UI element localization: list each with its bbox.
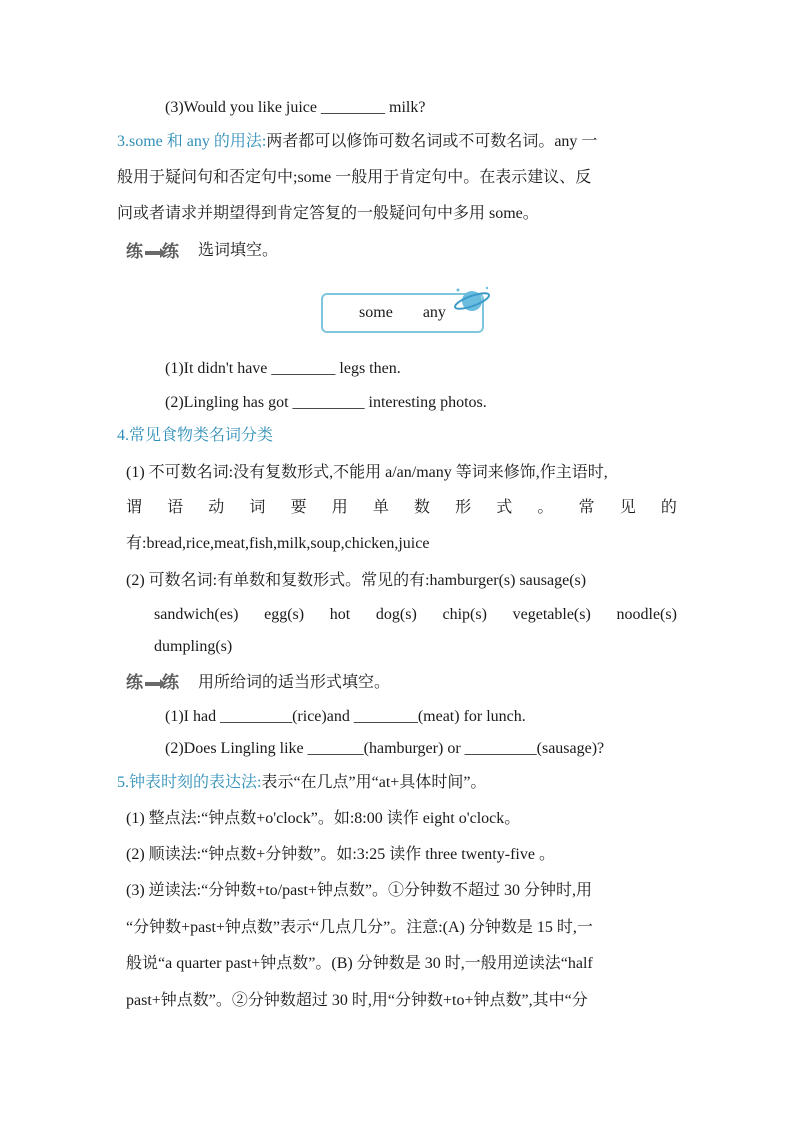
section4-p2-line2: sandwich(es) egg(s) hot dog(s) chip(s) vegetable(s) noodle(s)	[154, 606, 677, 623]
section5-p1: (1) 整点法:“钟点数+o'clock”。如:8:00 读作 eight o'clock。	[126, 810, 521, 827]
section5-p3-line3: 般说“a quarter past+钟点数”。(B) 分钟数是 30 时,一般用逆读法“half	[126, 955, 593, 972]
section5-intro: 表示“在几点”用“at+具体时间”。	[261, 774, 487, 791]
section3-text-1: 两者都可以修饰可数名词或不可数名词。any 一	[266, 133, 598, 150]
section3-text-2: 般用于疑问句和否定句中;some 一般用于肯定句中。在表示建议、反	[117, 169, 592, 186]
section4-p1-line2: 谓 语 动 词 要 用 单 数 形 式 。 常 见 的	[126, 499, 677, 516]
practice-badge: 练 练	[126, 242, 180, 261]
exercise4-q2: (2)Does Lingling like _______(hamburger) or _________(sausage)?	[165, 740, 605, 757]
practice-instruction-1: 选词填空。	[198, 242, 279, 259]
section5-p3-line1: (3) 逆读法:“分钟数+to/past+钟点数”。①分钟数不超过 30 分钟时,用	[126, 882, 593, 899]
word-option-any: any	[422, 304, 446, 321]
practice-instruction-2: 用所给词的适当形式填空。	[198, 674, 391, 691]
section5-intro-line	[117, 772, 486, 794]
exercise3-q1: (1)It didn't have ________ legs then.	[165, 360, 401, 377]
section4-heading: 4.常见食物类名词分类	[117, 427, 274, 444]
section4-p2-line3: dumpling(s)	[154, 638, 233, 655]
section3-heading: 3.some 和 any 的用法:	[117, 133, 267, 150]
word-option-some: some	[359, 304, 393, 321]
section4-p2-line1: (2) 可数名词:有单数和复数形式。常见的有:hamburger(s) sausage(s)	[126, 572, 587, 589]
section4-p1-line3: 有:bread,rice,meat,fish,milk,soup,chicken,juice	[126, 535, 430, 552]
section5-heading: 5.钟表时刻的表达法:	[117, 774, 262, 791]
exercise-q3: (3)Would you like juice ________ milk?	[165, 99, 426, 116]
section5-p3-line4: past+钟点数”。②分钟数超过 30 时,用“分钟数+to+钟点数”,其中“分	[126, 992, 588, 1009]
section3-line1	[117, 131, 597, 153]
section3-text-3: 问或者请求并期望得到肯定答复的一般疑问句中多用 some。	[117, 205, 539, 222]
practice-badge-2: 练 练	[126, 673, 180, 692]
section4-p1-line1: (1) 不可数名词:没有复数形式,不能用 a/an/many 等词来修饰,作主语时,	[126, 464, 608, 481]
arrow-icon	[145, 251, 161, 255]
exercise4-q1: (1)I had _________(rice)and ________(meat) for lunch.	[165, 708, 526, 725]
arrow-icon	[145, 682, 161, 686]
section5-p2: (2) 顺读法:“钟点数+分钟数”。如:3:25 读作 three twenty-five 。	[126, 846, 555, 863]
planet-icon	[452, 284, 492, 318]
section5-p3-line2: “分钟数+past+钟点数”表示“几点几分”。注意:(A) 分钟数是 15 时,一	[126, 919, 593, 936]
exercise3-q2: (2)Lingling has got _________ interesting photos.	[165, 394, 487, 411]
